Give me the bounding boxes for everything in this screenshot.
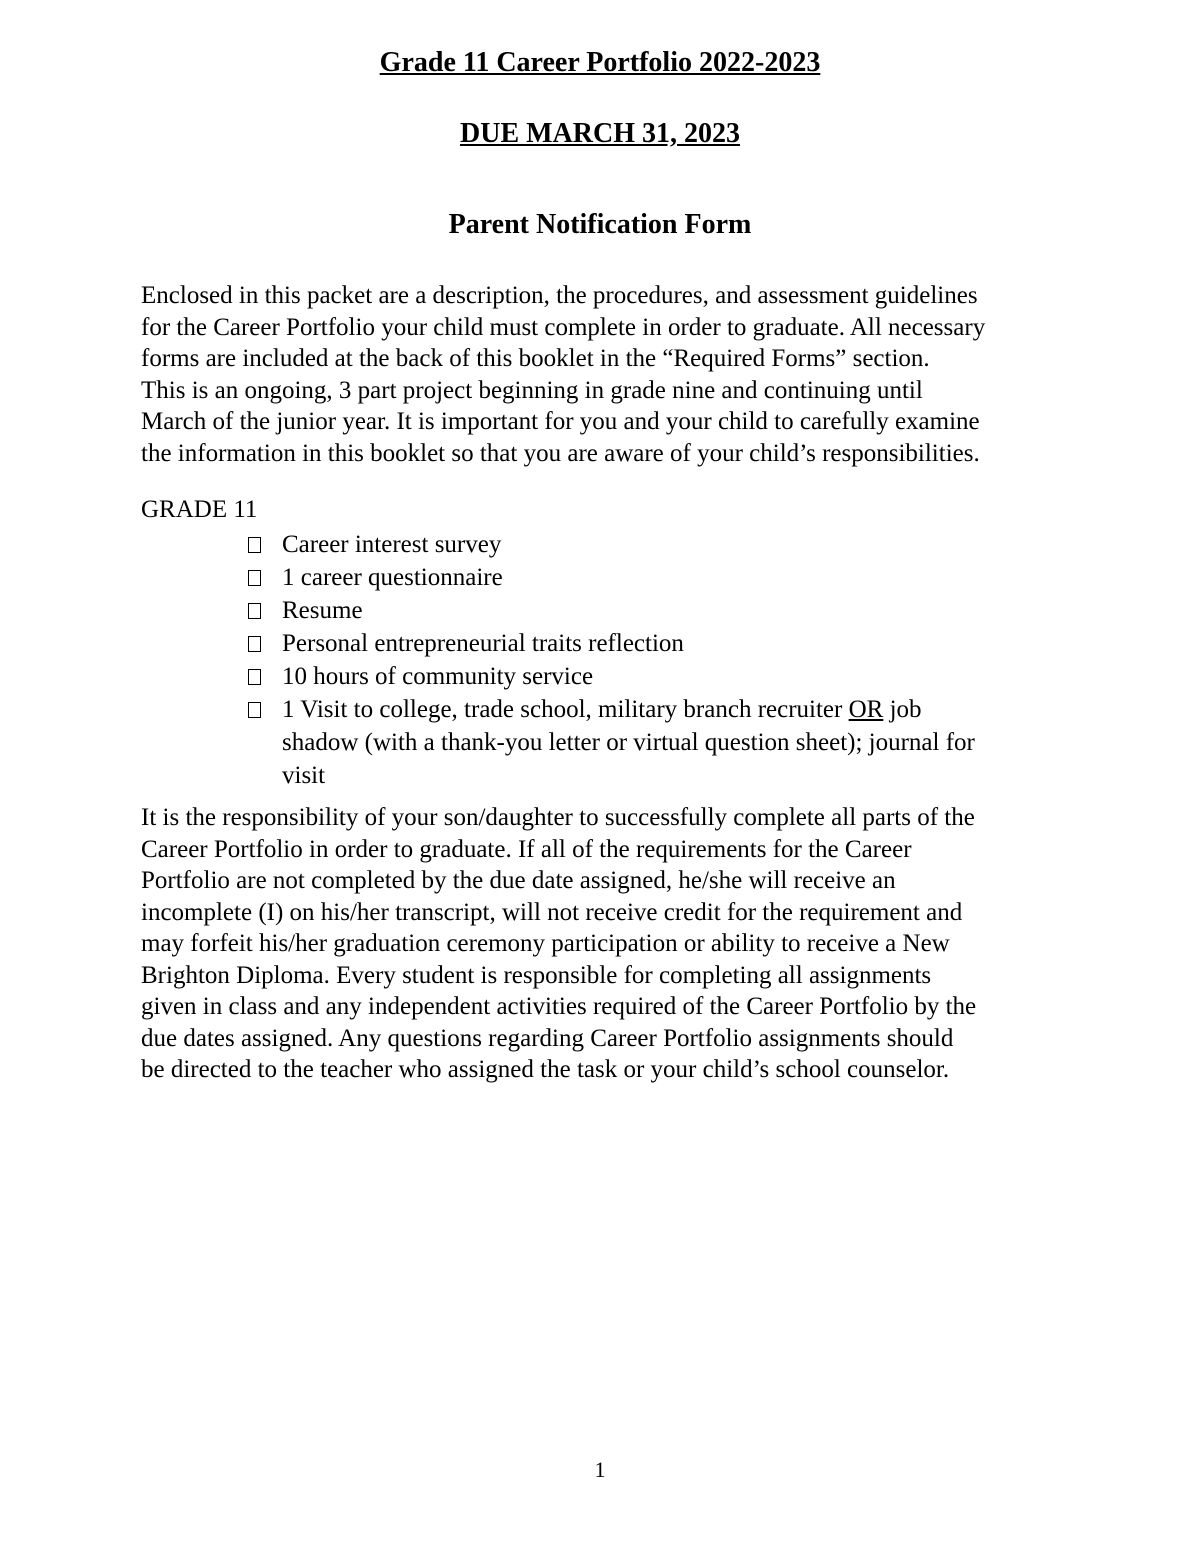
document-title: Grade 11 Career Portfolio 2022-2023: [379, 47, 821, 78]
closing-paragraph: [141, 802, 1091, 1086]
checkbox-square-icon: [248, 636, 261, 652]
requirement-text: 1 career questionnaire: [282, 564, 503, 591]
requirement-text: Career interest survey: [282, 531, 502, 558]
closing-line: may forfeit his/her graduation ceremony participation or ability to receive a New: [141, 930, 950, 957]
closing-line: be directed to the teacher who assigned the task or your child’s school counselor.: [141, 1056, 950, 1083]
or-emphasis: OR: [848, 696, 884, 723]
closing-line: Career Portfolio in order to graduate. If all of the requirements for the Career: [141, 835, 912, 863]
visit-text-part2: job: [883, 696, 922, 723]
checkbox-square-icon: [248, 537, 261, 553]
closing-line: It is the responsibility of your son/daughter to successfully complete all parts of the: [141, 804, 975, 831]
requirement-text: Personal entrepreneurial traits reflection: [282, 630, 684, 657]
list-item: [246, 660, 1066, 693]
list-item: [246, 693, 1066, 792]
requirement-text: Resume: [282, 597, 363, 624]
checkbox-square-icon: [248, 603, 261, 619]
visit-text-line3: visit: [282, 762, 326, 789]
grade-heading: GRADE 11: [141, 496, 258, 523]
intro-line: forms are included at the back of this booklet in the “Required Forms” section.: [141, 345, 930, 372]
closing-line: Portfolio are not completed by the due date assigned, he/she will receive an: [141, 867, 896, 894]
intro-line: for the Career Portfolio your child must complete in order to graduate. All necessary: [141, 313, 986, 341]
intro-line: This is an ongoing, 3 part project beginning in grade nine and continuing until: [141, 376, 923, 404]
form-title: Parent Notification Form: [448, 209, 752, 240]
checkbox-square-icon: [248, 702, 261, 718]
page-number: 1: [594, 1457, 606, 1482]
closing-line: Brighton Diploma. Every student is responsible for completing all assignments: [141, 961, 932, 989]
list-item: [246, 594, 1066, 627]
closing-line: incomplete (I) on his/her transcript, will not receive credit for the requirement and: [141, 898, 963, 926]
requirements-list: [246, 528, 1066, 792]
list-item: [246, 627, 1066, 660]
requirement-text: 10 hours of community service: [282, 663, 594, 690]
intro-line: the information in this booklet so that you are aware of your child’s responsibilities.: [141, 439, 980, 467]
closing-line: given in class and any independent activities required of the Career Portfolio by the: [141, 993, 977, 1020]
intro-line: March of the junior year. It is important for you and your child to carefully examine: [141, 408, 980, 435]
visit-text-line2: shadow (with a thank-you letter or virtual question sheet); journal for: [282, 729, 975, 756]
closing-line: due dates assigned. Any questions regarding Career Portfolio assignments should: [141, 1024, 954, 1052]
visit-text-part1: 1 Visit to college, trade school, military branch recruiter: [282, 696, 849, 723]
list-item: [246, 528, 1066, 561]
requirement-text: [282, 696, 922, 723]
intro-paragraph: [141, 280, 1091, 469]
checkbox-square-icon: [248, 570, 261, 586]
checkbox-square-icon: [248, 669, 261, 685]
due-date-heading: DUE MARCH 31, 2023: [460, 118, 740, 149]
intro-line: Enclosed in this packet are a description, the procedures, and assessment guidelines: [141, 282, 978, 309]
list-item: [246, 561, 1066, 594]
